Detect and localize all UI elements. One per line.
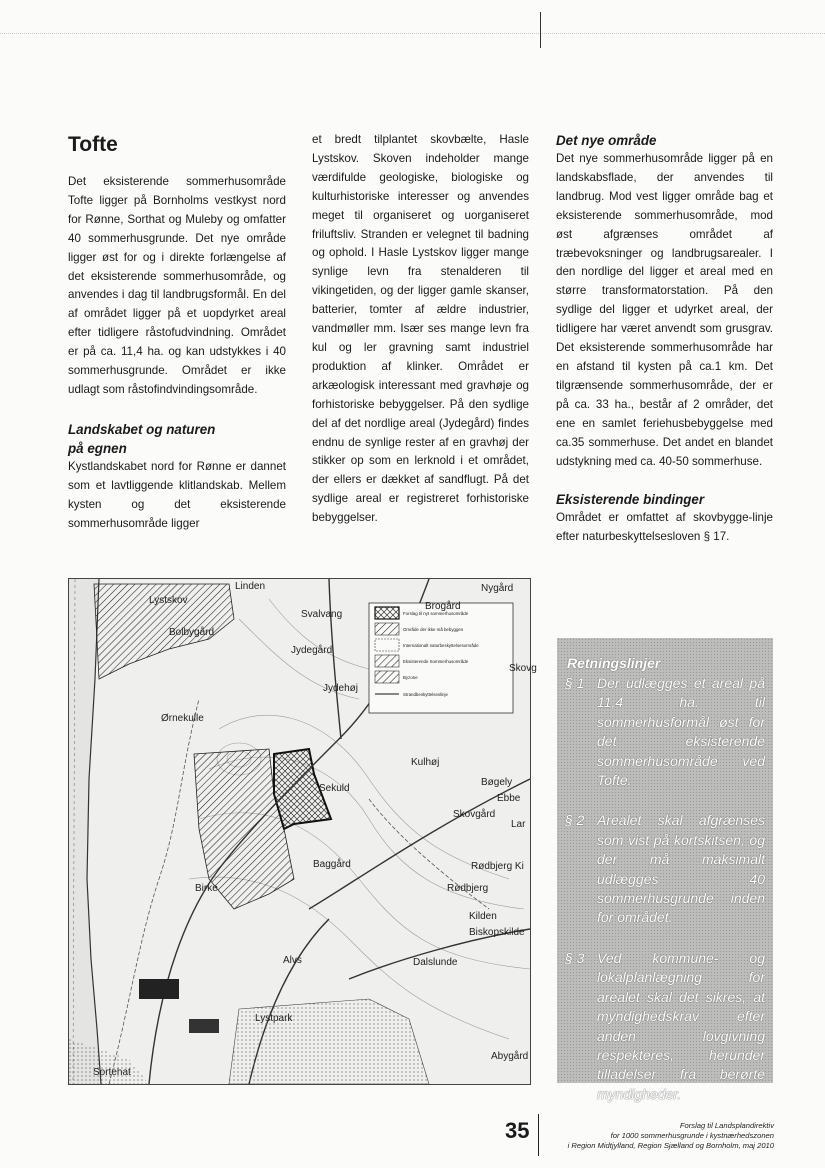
- place-birke: Birke: [195, 883, 218, 894]
- new-area-heading: Det nye område: [556, 133, 657, 148]
- footer-text: [534, 1121, 774, 1151]
- footer-line-1: Forslag til Landsplandirektiv: [679, 1121, 774, 1130]
- place-lystpark: Lystpark: [255, 1013, 293, 1024]
- place-ebbe: Ebbe: [497, 793, 521, 804]
- place-alvs: Alvs: [283, 955, 302, 966]
- crop-mark: [540, 12, 541, 48]
- landscape-paragraph-cont: et bredt tilplantet skovbælte, Hasle Lystskov. Skoven indeholder mange værdifulde geologiske, biologiske og kulturhistoriske interesser og anvendes meget til organiseret og uorganiseret friluftsliv. Stranden er velegnet til badning og ophold. I Hasle Lystskov ligger mange synlige levn fra stenalderen til vikingetiden, og der ligger gamle skanser, batterier, tomter af ældre industrier, vandmøller mm. Især ses mange levn fra kul og ler gravning samt industriel produktion af klinker. Området er arkæologisk interessant med gravhøje og forhistoriske bebyggelser. På den sydlige del af det nordlige areal (Jydegård) findes endnu de synlige rester af en gravhøj der stikker op som en lerknold i et området, der ellers er dækket af sandflugt. På det sydlige areal er registreret forhistoriske bebyggelser.: [312, 133, 529, 525]
- footer-line-3: i Region Midtjylland, Region Sjælland og Bornholm, maj 2010: [567, 1141, 774, 1150]
- landscape-heading: [68, 420, 286, 458]
- place-lystskov: Lystskov: [149, 595, 188, 606]
- place-kulhoj: Kulhøj: [411, 757, 440, 768]
- guidelines-title: Retningslinjer: [567, 655, 661, 671]
- column-2: [312, 131, 529, 528]
- legend-2: Område der ikke må bebygges: [403, 627, 464, 632]
- place-rodbjerg-ki: Rødbjerg Ki: [471, 861, 524, 872]
- legend-1: Forslag til nyt sommerhusområde: [403, 611, 469, 616]
- place-biskopskilde: Biskopskilde: [469, 927, 525, 938]
- legend-6: Strandbeskyttelseslinje: [403, 692, 448, 697]
- legend-4: Eksisterende Sommerhusområde: [403, 659, 469, 664]
- bindings-heading: Eksisterende bindinger: [556, 492, 705, 508]
- place-nygaard: Nygård: [481, 583, 514, 594]
- guideline-3: [565, 949, 765, 1104]
- footer-line-2: for 1000 sommerhusgrunde i kystnærhedszonen: [610, 1131, 774, 1140]
- place-skovgaard: Skovgård: [453, 809, 496, 820]
- place-abygaard: Abygård: [491, 1051, 529, 1062]
- guideline-1-text: Der udlægges et areal på 11,4 ha. til sommerhusformål øst for det eksisterende sommerhusområde ved Tofte.: [597, 675, 765, 789]
- place-linden: Linden: [235, 581, 266, 592]
- guideline-2-number: § 2: [565, 812, 585, 829]
- place-jydegaard: Jydegård: [291, 645, 333, 656]
- place-lar: Lar: [511, 819, 526, 830]
- guideline-1: [565, 674, 765, 790]
- place-rodbjerg: Rødbjerg: [447, 883, 489, 894]
- column-1: [68, 131, 286, 534]
- place-skovg: Skovg: [509, 663, 537, 674]
- map-sketch: [68, 578, 537, 1085]
- landscape-paragraph: Kystlandskabet nord for Rønne er dannet som et lavtliggende klitlandskab. Mellem kysten og det eksisterende sommerhusområde ligger: [68, 459, 286, 530]
- guidelines-box: [557, 638, 773, 1102]
- place-brogaard: Brogård: [425, 601, 461, 612]
- page-title: Tofte: [68, 133, 118, 156]
- place-bolbygaard: Bolbygård: [169, 627, 215, 638]
- place-bogely: Bøgely: [481, 777, 513, 788]
- legend-3: Internationalt naturbeskyttelsesområde: [403, 643, 479, 648]
- guideline-3-text: Ved kommune- og lokalplanlægning for arealet skal det sikres, at myndighedskrav efter anden lovgivning respekteres, herunder tilladelser fra berørte myndigheder.: [597, 949, 765, 1102]
- landscape-heading-line1: Landskabet og naturen: [68, 421, 216, 437]
- legend-5: Byzone: [403, 675, 418, 680]
- guideline-2-text: Arealet skal afgrænses som vist på kortskitsen, og der må maksimalt udlægges 40 sommerhusgrunde inden for området.: [597, 812, 765, 926]
- guideline-1-number: § 1: [565, 675, 585, 691]
- landscape-heading-line2: på egnen: [68, 440, 127, 456]
- page-number: 35: [505, 1118, 530, 1143]
- place-sekuld: Sekuld: [319, 783, 350, 794]
- new-area-paragraph: Det nye sommerhusområde ligger på en landskabsflade, der anvendes til landbrug. Mod vest ligger område bag et eksisterende sommerhusområde, mod øst afgrænses området af træbevoksninger og landbrugsarealer. I den nordlige del ligger et areal med en større transformatorstation. På den sydlige del ligger et udyrket areal, der tidligere har været anvendt som grusgrav. Det eksisterende sommerhusområde har en afstand til kysten på ca.1 km. Det tilgrænsende sommerhusområde, der er på ca. 33 ha., består af 2 områder, det ene en samlet feriehusbebyggelse med ca.35 sommerhuse. Det andet en blandet udstykning med ca. 40-50 sommerhuse.: [556, 152, 773, 468]
- guideline-3-number: § 3: [565, 949, 585, 966]
- map-legend: [369, 603, 513, 713]
- place-dalslunde: Dalslunde: [413, 957, 458, 968]
- place-svalvang: Svalvang: [301, 609, 343, 620]
- place-baggaard: Baggård: [313, 859, 351, 870]
- place-kilden: Kilden: [469, 911, 497, 922]
- top-dotted-line: [0, 33, 825, 34]
- column-3: [556, 131, 773, 547]
- bindings-paragraph: Området er omfattet af skovbygge-linje efter naturbeskyttelsesloven § 17.: [556, 511, 773, 544]
- guideline-2: [565, 811, 765, 927]
- place-ornekulle: Ørnekulle: [161, 713, 204, 724]
- place-sortehat: Sortehat: [93, 1067, 131, 1078]
- intro-paragraph: Det eksisterende sommerhusområde Tofte ligger på Bornholms vestkyst nord for Rønne, Sorthat og Muleby og omfatter 40 sommerhusgrunde. Det nye område ligger øst for og i direkte forlængelse af det eksisterende sommerhusområde, og anvendes i dag til landbrugsformål. En del af området ligger på et uopdyrket areal efter tidligere råstofudvindning. Området er på ca. 11,4 ha. og kan udstykkes i 40 sommerhusgrunde. Området er ikke udlagt som råstofindvindingsområde.: [68, 175, 286, 396]
- place-jydehoj: Jydehøj: [323, 683, 359, 694]
